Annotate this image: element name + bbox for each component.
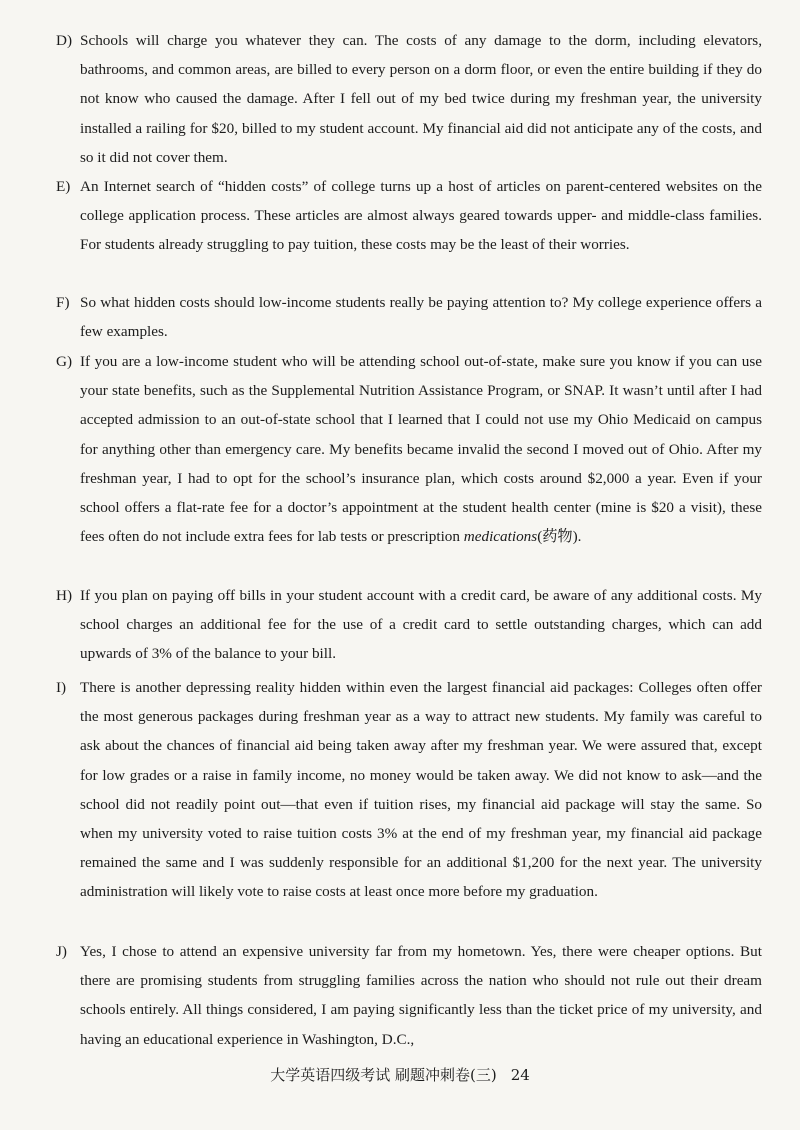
paragraph-h [56, 581, 762, 669]
paragraph-letter: F) [56, 294, 70, 311]
paragraph-f [56, 288, 762, 346]
paragraph-d [56, 26, 762, 172]
paragraph-g [56, 347, 762, 551]
paragraph-letter: E) [56, 178, 71, 195]
paragraph-letter: G) [56, 353, 73, 370]
paragraph-text: Yes, I chose to attend an expensive university far from my hometown. Yes, there were cheaper options. But there are promising students from struggling families across the nation who should not rule out their dream schools entirely. All things considered, I am paying significantly less than the ticket price of my university, and having an educational experience in Washington, D.C., [80, 943, 762, 1048]
footer-title: 大学英语四级考试 刷题冲刺卷(三) [270, 1066, 497, 1084]
paragraph-i [56, 673, 762, 907]
paragraph-text: An Internet search of “hidden costs” of college turns up a host of articles on parent-centered websites on the college application process. These articles are almost always geared towards upper- and middle-class families. For students already struggling to pay tuition, these costs may be the least of their worries. [80, 178, 762, 254]
paragraph-text: There is another depressing reality hidden within even the largest financial aid packages: Colleges often offer the most generous packages during freshman year as a way to attract new students. My family was careful to ask about the chances of financial aid being taken away after my freshman year. We were assured that, except for low grades or a raise in family income, no money would be taken away. We did not know to ask—and the school did not readily point out—that even if tuition rises, my financial aid package will stay the same. So when my university voted to raise tuition costs 3% at the end of my freshman year, my financial aid package remained the same and I was suddenly responsible for an additional $1,200 for the next year. The university administration will likely vote to raise costs at least once more before my graduation. [80, 679, 762, 901]
page-footer [0, 1064, 800, 1085]
paragraph-text: So what hidden costs should low-income students really be paying attention to? My college experience offers a few examples. [80, 294, 762, 341]
paragraph-letter: J) [56, 943, 67, 960]
paragraph-text-main: If you are a low-income student who will be attending school out-of-state, make sure you know if you can use your state benefits, such as the Supplemental Nutrition Assistance Program, or SNAP. It wasn’t until after I had accepted admission to an out-of-state school that I learned that I could not use my Ohio Medicaid on campus for anything other than emergency care. My benefits became invalid the second I moved out of Ohio. After my freshman year, I had to opt for the school’s insurance plan, which costs around $2,000 a year. Even if your school offers a flat-rate fee for a doctor’s appointment at the student health center (mine is $20 a visit), these fees often do not include extra fees for lab tests or prescription [80, 353, 762, 546]
italic-term: medications [463, 528, 538, 546]
paragraph-e [56, 172, 762, 260]
paragraph-text: Schools will charge you whatever they can. The costs of any damage to the dorm, including elevators, bathrooms, and common areas, are billed to every person on a dorm floor, or even the entire building if they do not know who caused the damage. After I fell out of my bed twice during my freshman year, the university installed a railing for $20, billed to my student account. My financial aid did not anticipate any of the costs, and so it did not cover them. [80, 32, 762, 166]
paragraph-j [56, 937, 762, 1054]
paragraph-letter: H) [56, 587, 73, 604]
paragraph-letter: I) [56, 679, 67, 696]
paragraph-text: If you plan on paying off bills in your student account with a credit card, be aware of any additional costs. My school charges an additional fee for the use of a credit card to settle outstanding charges, which can add upwards of 3% of the balance to your bill. [80, 587, 762, 663]
page-number: 24 [510, 1066, 530, 1084]
paragraph-text [80, 347, 762, 551]
paragraph-letter: D) [56, 32, 73, 49]
paragraph-text-tail: (药物). [537, 528, 582, 546]
